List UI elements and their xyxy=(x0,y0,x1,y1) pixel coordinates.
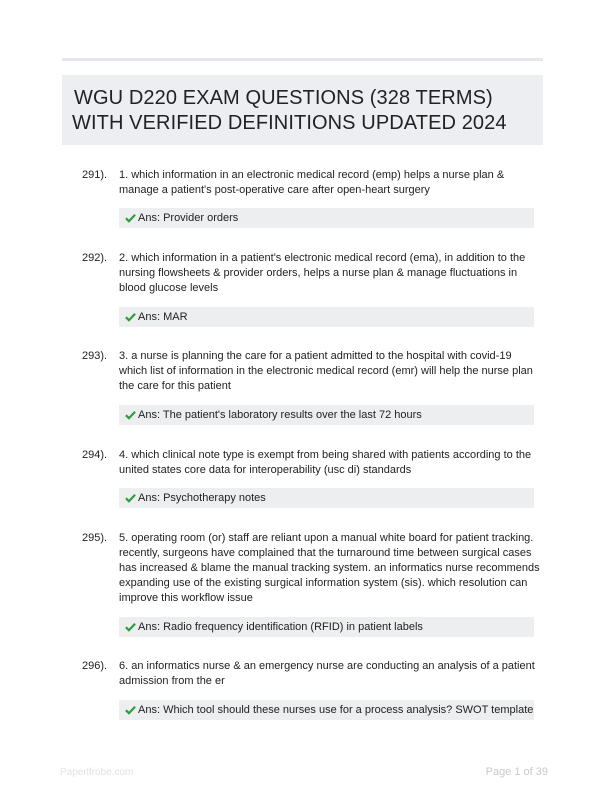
answer-text: Ans: Which tool should these nurses use for a process analysis? SWOT template xyxy=(138,704,534,716)
question-text: 4. which clinical note type is exempt from being shared with patients according to the united states core data for interoperability (usc di) standards xyxy=(119,449,532,476)
checkmark-icon xyxy=(125,213,136,223)
question-number: 291). xyxy=(82,169,108,181)
checkmark-icon xyxy=(125,312,136,322)
document-title xyxy=(62,75,543,145)
page-number: Page 1 of 39 xyxy=(485,766,548,778)
title-line-2: WITH VERIFIED DEFINITIONS UPDATED 2024 xyxy=(72,112,507,134)
answer-box xyxy=(119,208,534,228)
checkmark-icon xyxy=(125,493,136,503)
answer-text: Ans: Psychotherapy notes xyxy=(138,492,266,504)
answer-box xyxy=(119,307,534,327)
question-text: 5. operating room (or) staff are reliant upon a manual white board for patient tracking. recently, surgeons have complained that the turnaround time between surgical cases has increased & blame the manual tracking system. an informatics nurse recommends expanding use of the existing surgical information system (sis). which resolution can improve this workflow issue xyxy=(119,532,540,604)
question-number: 293). xyxy=(82,350,108,362)
answer-text: Ans: Radio frequency identification (RFID) in patient labels xyxy=(138,621,423,633)
question-text: 6. an informatics nurse & an emergency nurse are conducting an analysis of a patient admission from the er xyxy=(119,660,535,687)
question-number: 294). xyxy=(82,449,108,461)
checkmark-icon xyxy=(125,622,136,632)
top-divider xyxy=(62,58,543,61)
question-text: 2. which information in a patient's electronic medical record (ema), in addition to the nursing flowsheets & provider orders, helps a nurse plan & manage fluctuations in blood glucose levels xyxy=(119,252,526,294)
answer-box xyxy=(119,488,534,508)
checkmark-icon xyxy=(125,705,136,715)
question-text: 1. which information in an electronic medical record (emp) helps a nurse plan & manage a patient's post-operative care after open-heart surgery xyxy=(119,169,505,196)
answer-box xyxy=(119,617,534,637)
answer-text: Ans: The patient's laboratory results over the last 72 hours xyxy=(138,409,422,421)
answer-box xyxy=(119,405,534,425)
footer-watermark: Paperlfrobe.com xyxy=(60,767,134,778)
answer-box xyxy=(119,700,534,720)
question-number: 292). xyxy=(82,252,108,264)
answer-text: Ans: Provider orders xyxy=(138,212,239,224)
title-line-1: WGU D220 EXAM QUESTIONS (328 TERMS) xyxy=(74,87,493,109)
checkmark-icon xyxy=(125,410,136,420)
answer-text: Ans: MAR xyxy=(138,311,188,323)
question-number: 296). xyxy=(82,660,108,672)
question-number: 295). xyxy=(82,532,108,544)
question-text: 3. a nurse is planning the care for a patient admitted to the hospital with covid-19 which list of information in the electronic medical record (emr) will help the nurse plan the care for this patient xyxy=(119,350,533,392)
